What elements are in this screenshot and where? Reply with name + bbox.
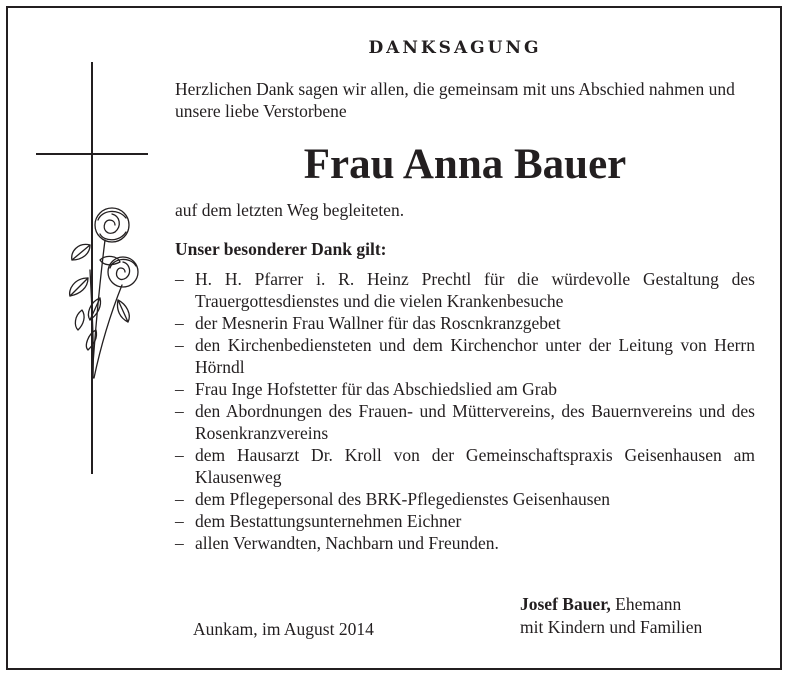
thanks-list [175,268,755,554]
signature-family: mit Kindern und Familien [520,617,703,637]
list-item: – dem Pflegepersonal des BRK-Pflegedienstes Geisenhausen [175,488,755,510]
intro-text: Herzlichen Dank sagen wir allen, die gemeinsam mit uns Abschied nahmen und unsere liebe Verstorbene [175,79,735,121]
notice-heading: DANKSAGUNG [368,38,542,58]
roses-icon [60,200,140,380]
list-item: – den Kirchenbediensteten und dem Kirchenchor unter der Leitung von Herrn Hörndl [175,334,755,378]
signature-block [520,593,702,639]
signature-name: Josef Bauer, [520,594,611,614]
signature-line [520,593,702,616]
signature-role: Ehemann [610,594,682,614]
list-item: – H. H. Pfarrer i. R. Heinz Prechtl für die würdevolle Gestaltung des Trauergottesdienstes und die vielen Krankenbesuche [175,268,755,312]
thanks-heading: Unser besonderer Dank gilt: [175,239,387,259]
list-item: – der Mesnerin Frau Wallner für das Roscnkranzgebet [175,312,755,334]
deceased-name: Frau Anna Bauer [303,141,627,188]
cross-bar [36,153,148,155]
list-item: – dem Bestattungsunternehmen Eichner [175,510,755,532]
list-item: – dem Hausarzt Dr. Kroll von der Gemeinschaftspraxis Geisenhausen am Klausenweg [175,444,755,488]
accompany-text: auf dem letzten Weg begleiteten. [175,200,405,220]
list-item: – allen Verwandten, Nachbarn und Freunden. [175,532,755,554]
list-item: – den Abordnungen des Frauen- und Müttervereins, des Bauernvereins und des Rosenkranzvereins [175,400,755,444]
place-date: Aunkam, im August 2014 [193,619,374,639]
list-item: – Frau Inge Hofstetter für das Abschiedslied am Grab [175,378,755,400]
